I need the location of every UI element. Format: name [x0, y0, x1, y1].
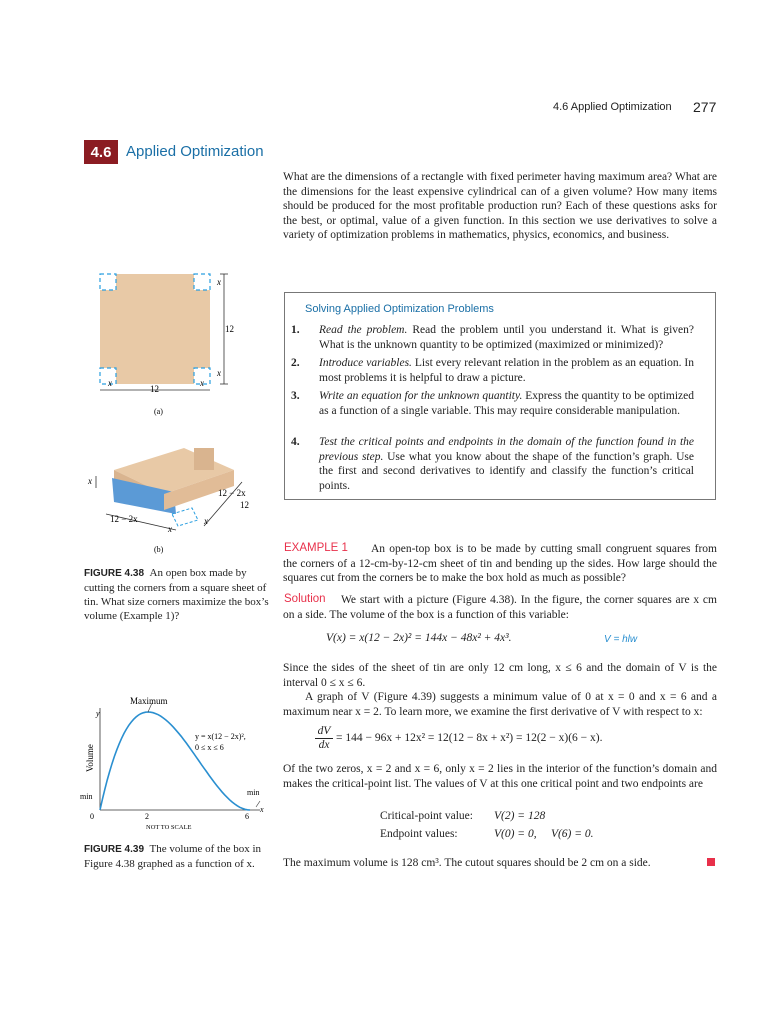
function-label: y = x(12 − 2x)²,	[195, 732, 246, 741]
section-title: Applied Optimization	[126, 143, 264, 160]
figure-439-caption-text: The volume of the box in Figure 4.38 graphed as a function of x.	[84, 843, 262, 870]
end-of-example-mark	[707, 858, 715, 866]
procedure-title: Solving Applied Optimization Problems	[305, 303, 494, 315]
fig-b-x-cut-2: x	[204, 516, 208, 526]
step-text: Read the problem until you understand it. What is given? What is the unknown quantity to be optimized (maximized or minimized)?	[319, 324, 694, 351]
fig-a-x-bottom: x	[217, 368, 221, 378]
fig-b-x-height: x	[88, 476, 92, 486]
figure-438b	[84, 440, 264, 558]
figure-439-caption	[84, 842, 270, 871]
step-text: Express the quantity to be optimized as a function of a single variable. This may require considerable manipulation.	[319, 390, 694, 417]
procedure-step-3	[291, 389, 694, 418]
page-number: 277	[693, 99, 717, 115]
critical-point-value: V(2) = 128	[494, 810, 546, 822]
domain-paragraph: Since the sides of the sheet of tin are only 12 cm long, x ≤ 6 and the domain of V is the interval 0 ≤ x ≤ 6.	[283, 662, 717, 689]
step-lead: Test the critical points and endpoints in the domain of the function found in the previous step.	[319, 436, 694, 463]
figure-439	[80, 694, 270, 838]
example-label: EXAMPLE 1	[284, 542, 348, 554]
step-number: 2.	[291, 357, 300, 369]
fig-b-x-cut-1: x	[168, 524, 172, 534]
section-number-badge: 4.6	[84, 140, 118, 164]
figure-438-caption	[84, 566, 270, 623]
tick-2: 2	[145, 812, 149, 821]
not-to-scale-label: NOT TO SCALE	[146, 824, 192, 831]
volume-equation: V(x) = x(12 − 2x)² = 144x − 48x² + 4x³.	[326, 632, 512, 644]
volume-axis-title: Volume	[85, 744, 95, 772]
endpoint-label: Endpoint values:	[380, 828, 458, 840]
corner-square-tl	[100, 274, 116, 290]
min-right-label: min	[247, 788, 260, 797]
step-number: 3.	[291, 390, 300, 402]
procedure-step-4	[291, 435, 694, 493]
tick-6: 6	[245, 812, 249, 821]
corner-square-tr	[194, 274, 210, 290]
step-number: 4.	[291, 436, 300, 448]
derivative-denominator: dx	[318, 739, 330, 751]
x-axis-label: x	[260, 805, 264, 814]
cut-corner-outline	[172, 508, 198, 526]
fig-a-12-bottom: 12	[150, 384, 159, 394]
step-text: Use what you know about the shape of the function’s graph. Use the first and second derivatives to identify and classify the function’s critical points.	[319, 450, 694, 492]
step-text: List every relevant relation in the problem as an equation. In most problems it is helpful to draw a picture.	[319, 357, 694, 384]
running-header-section: 4.6 Applied Optimization	[553, 101, 672, 113]
figure-438a	[84, 268, 264, 428]
min-left-label: min	[80, 792, 93, 801]
step-number: 1.	[291, 324, 300, 336]
procedure-step-1	[291, 323, 694, 352]
figure-438-caption-text: An open box made by cutting the corners from a square sheet of tin. What size corners maximize the box’s volume (Example 1)?	[84, 567, 269, 622]
derivative-fraction	[315, 725, 333, 752]
endpoint-values: V(0) = 0, V(6) = 0.	[494, 828, 594, 840]
solution-text: We start with a picture (Figure 4.38). In the figure, the corner squares are x cm on a side. The volume of the box is a function of this variable:	[283, 594, 717, 621]
procedure-step-2	[291, 356, 694, 385]
step-lead: Read the problem.	[319, 324, 408, 336]
volume-curve	[100, 712, 250, 810]
tick-0: 0	[90, 812, 94, 821]
figure-439-label: FIGURE 4.39	[84, 844, 145, 855]
volume-equation-note: V = hlw	[604, 634, 638, 645]
example-text: An open-top box is to be made by cutting small congruent squares from the corners of a 12-cm-by-12-cm sheet of tin and bending up the sides. How large should the squares cut from the corners be to make the box hold as much as possible?	[283, 543, 717, 584]
maximum-label: Maximum	[130, 696, 168, 706]
fig-b-12: 12	[240, 500, 249, 510]
fig-a-12-right: 12	[225, 324, 234, 334]
graph-paragraph: A graph of V (Figure 4.39) suggests a minimum value of 0 at x = 0 and x = 6 and a maximum near x = 2. To learn more, we examine the first derivative of V with respect to x:	[283, 691, 717, 718]
fig-a-x-left: x	[108, 378, 112, 388]
fig-b-12-minus-2x-left: 12 − 2x	[110, 514, 138, 524]
fig-b-12-minus-2x-right: 12 − 2x	[218, 488, 246, 498]
y-axis-label: y	[96, 709, 100, 718]
solution-label: Solution	[284, 593, 326, 605]
fig-a-x-top: x	[217, 277, 221, 287]
panel-b-label: (b)	[154, 545, 164, 554]
fig-a-x-right: x	[200, 378, 204, 388]
domain-label: 0 ≤ x ≤ 6	[195, 743, 224, 752]
critical-point-label: Critical-point value:	[380, 810, 473, 822]
step-lead: Write an equation for the unknown quantity.	[319, 390, 523, 402]
zeros-paragraph: Of the two zeros, x = 2 and x = 6, only x = 2 lies in the interior of the function’s domain and makes the critical-point list. The values of V at this one critical point and two endpoints are	[283, 763, 717, 790]
figure-438-label: FIGURE 4.38	[84, 568, 145, 579]
step-lead: Introduce variables.	[319, 357, 412, 369]
derivative-equation: = 144 − 96x + 12x² = 12(12 − 8x + x²) = 12(2 − x)(6 − x).	[336, 732, 603, 744]
box-back-side	[194, 448, 214, 470]
conclusion-paragraph: The maximum volume is 128 cm³. The cutout squares should be 2 cm on a side.	[283, 857, 651, 869]
derivative-numerator: dV	[315, 725, 333, 739]
intro-paragraph: What are the dimensions of a rectangle with fixed perimeter having maximum area? What are the dimensions for the least expensive cylindrical can of a given volume? How many items should be produced for the most profitable production run? Each of these questions asks for the best, or optimal, value of a given function. In this section we use derivatives to solve a variety of optimization problems in mathematics, physics, economics, and business.	[283, 171, 717, 241]
panel-a-label: (a)	[154, 407, 163, 416]
